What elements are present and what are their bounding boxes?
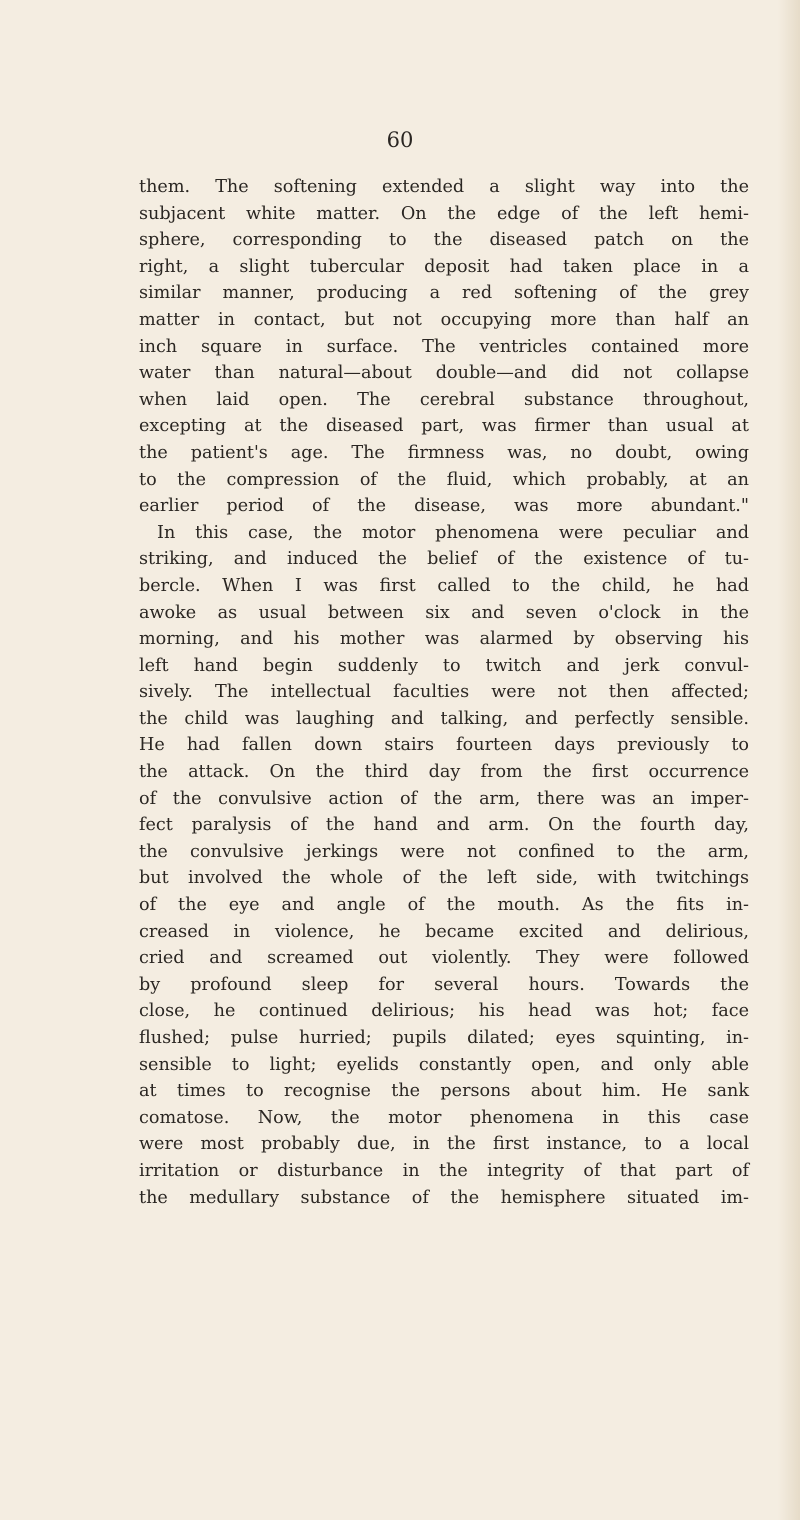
page-edge-shadow [778, 0, 800, 1520]
text-line: the child was laughing and talking, and perfectly sensible. [139, 708, 749, 729]
text-line: of the convulsive action of the arm, there was an imper- [139, 788, 749, 809]
text-line: cried and screamed out violently. They were followed [139, 948, 749, 969]
text-line: were most probably due, in the first instance, to a local [139, 1134, 749, 1155]
text-line: close, he continued delirious; his head was hot; face [139, 1001, 749, 1022]
text-line: the convulsive jerkings were not confined to the arm, [139, 841, 749, 862]
text-line: comatose. Now, the motor phenomena in this case [139, 1107, 749, 1128]
text-line: creased in violence, he became excited and delirious, [139, 921, 749, 942]
text-line: similar manner, producing a red softening of the grey [139, 283, 749, 304]
text-line: In this case, the motor phenomena were peculiar and [157, 522, 749, 543]
text-line: excepting at the diseased part, was firmer than usual at [139, 416, 749, 437]
text-line: of the eye and angle of the mouth. As the fits in- [139, 895, 749, 916]
text-line: morning, and his mother was alarmed by observing his [139, 629, 749, 650]
text-line: awoke as usual between six and seven o'clock in the [139, 602, 749, 623]
text-line: when laid open. The cerebral substance throughout, [139, 389, 749, 410]
text-line: inch square in surface. The ventricles contained more [139, 336, 749, 357]
text-line: matter in contact, but not occupying more than half an [139, 309, 749, 330]
text-line: sively. The intellectual faculties were not then affected; [139, 682, 749, 703]
text-line: fect paralysis of the hand and arm. On the fourth day, [139, 815, 749, 836]
text-line: sensible to light; eyelids constantly open, and only able [139, 1054, 749, 1075]
text-line: right, a slight tubercular deposit had taken place in a [139, 256, 749, 277]
text-line: but involved the whole of the left side, with twitchings [139, 868, 749, 889]
text-line: He had fallen down stairs fourteen days previously to [139, 735, 749, 756]
text-line: by profound sleep for several hours. Towards the [139, 974, 749, 995]
text-line: the patient's age. The firmness was, no doubt, owing [139, 442, 749, 463]
text-line: to the compression of the fluid, which probably, at an [139, 469, 749, 490]
text-line: the medullary substance of the hemisphere situated im- [139, 1187, 749, 1208]
text-line: at times to recognise the persons about him. He sank [139, 1081, 749, 1102]
text-line: striking, and induced the belief of the existence of tu- [139, 549, 749, 570]
text-line: sphere, corresponding to the diseased patch on the [139, 230, 749, 251]
text-line: left hand begin suddenly to twitch and jerk convul- [139, 655, 749, 676]
text-line: irritation or disturbance in the integrity of that part of [139, 1160, 749, 1181]
text-line: earlier period of the disease, was more abundant." [139, 496, 749, 517]
text-line: water than natural—about double—and did not collapse [139, 363, 749, 384]
text-line: them. The softening extended a slight way into the [139, 177, 749, 197]
text-line: subjacent white matter. On the edge of the left hemi- [139, 203, 749, 224]
page-number: 60 [386, 128, 414, 152]
text-line: the attack. On the third day from the first occurrence [139, 762, 749, 783]
text-line: flushed; pulse hurried; pupils dilated; eyes squinting, in- [139, 1028, 749, 1048]
text-line: bercle. When I was first called to the child, he had [139, 575, 749, 596]
body-text [139, 174, 749, 1211]
